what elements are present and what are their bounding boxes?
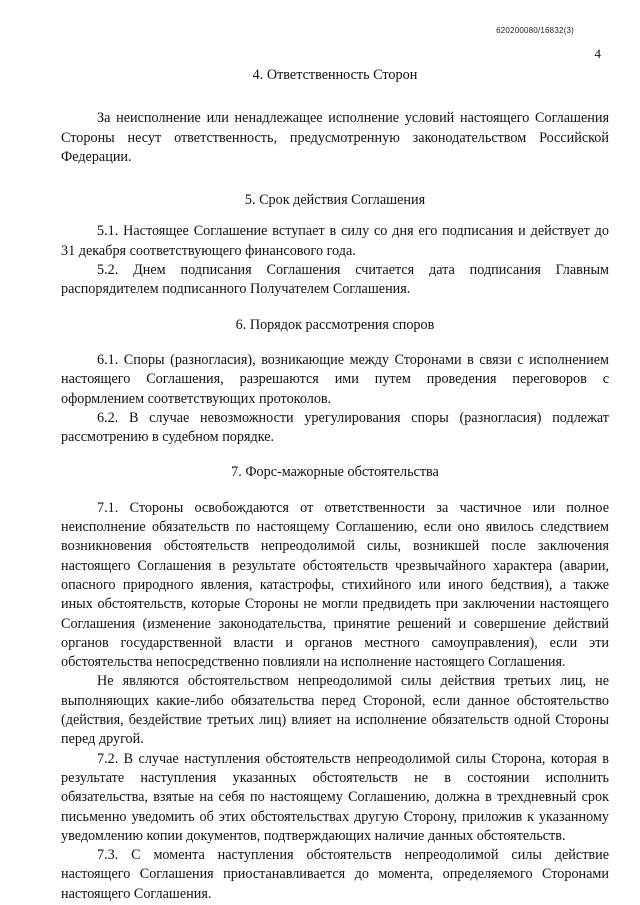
section-7-paragraph-1: 7.1. Стороны освобождаются от ответственности за частичное или полное неисполнение обязательств по настоящему Соглашению, если оно явилось следствием возникновения обстоятельств непреодолимой силы, возникшей после заключения настоящего Соглашения в результате обстоятельств чрезвычайного характера (аварии, опасного природного явления, катастрофы, стихийного или иного бедствия), а также иных обстоятельств, которые Стороны не могли предвидеть при заключении настоящего Соглашения (изменение законодательства, принятие решений и совершение действий органов государственной власти и органов местного самоуправления), если эти обстоятельства непосредственно повлияли на исполнение настоящего Соглашения. (61, 499, 609, 671)
section-6-paragraph-2: 6.2. В случае невозможности урегулирования споры (разногласия) подлежат рассмотрению в судебном порядке. (61, 409, 609, 446)
section-4-title: 4. Ответственность Сторон (252, 67, 418, 83)
document-id: 620200080/16832(3) (496, 26, 574, 35)
section-6-title: 6. Порядок рассмотрения споров (235, 316, 435, 333)
section-4-paragraph: За неисполнение или ненадлежащее исполнение условий настоящего Соглашения Стороны несут ответственность, предусмотренную законодательством Российской Федерации. (61, 110, 609, 165)
document-body (61, 66, 609, 904)
section-7-paragraph-4: 7.3. С момента наступления обстоятельств непреодолимой силы действие настоящего Соглашения приостанавливается до момента, определяемого Сторонами настоящего Соглашения. (61, 847, 609, 902)
section-7-title: 7. Форс-мажорные обстоятельства (231, 464, 439, 481)
section-6-paragraph-1: 6.1. Споры (разногласия), возникающие между Сторонами в связи с исполнением настоящего Соглашения, разрешаются ими путем проведения переговоров с оформлением соответствующих протоколов. (61, 351, 609, 407)
section-5-paragraph-2: 5.2. Днем подписания Соглашения считается дата подписания Главным распорядителем подписанного Получателем Соглашения. (61, 262, 609, 298)
section-5-title: 5. Срок действия Соглашения (244, 192, 426, 209)
page-number: 4 (594, 46, 601, 61)
section-7-paragraph-2: Не являются обстоятельством непреодолимой силы действия третьих лиц, не выполняющих какие-либо обязательства перед Стороной, если данное обстоятельство (действия, бездействие третьих лиц) влияет на исполнение обязательств одной Стороны перед другой. (61, 673, 609, 748)
section-7-paragraph-3: 7.2. В случае наступления обстоятельств непреодолимой силы Сторона, которая в результате наступления указанных обстоятельств не в состоянии исполнить обязательства, взятые на себя по настоящему Соглашению, должна в трехдневный срок письменно уведомить об этих обстоятельствах другую Сторону, приложив к указанному уведомлению копии документов, подтверждающих наличие данных обстоятельств. (61, 750, 609, 844)
section-5-paragraph-1: 5.1. Настоящее Соглашение вступает в силу со дня его подписания и действует до 31 декабря соответствующего финансового года. (61, 223, 609, 259)
